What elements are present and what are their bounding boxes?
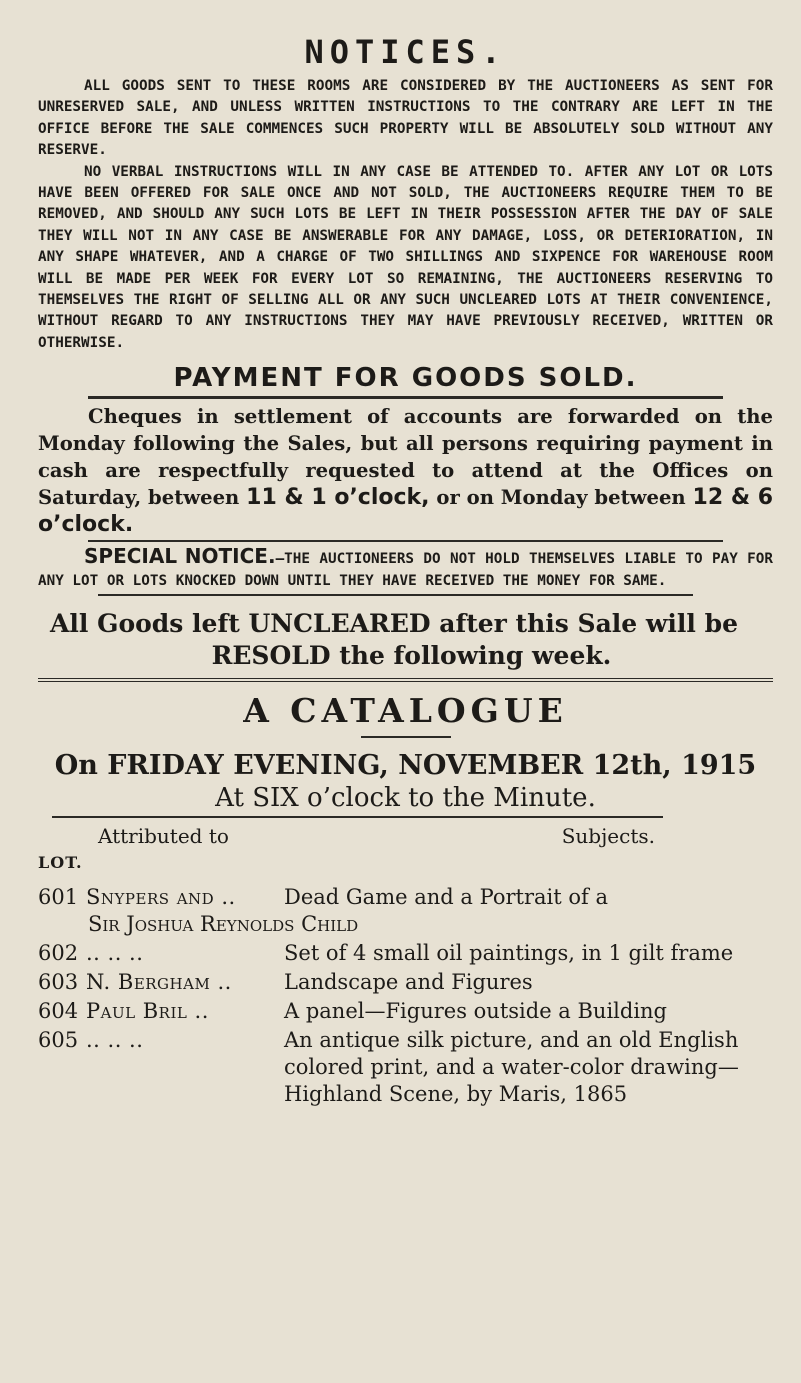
double-divider	[38, 678, 773, 682]
lot-description: A panel—Figures outside a Building	[284, 999, 668, 1024]
lot-artist: Paul Bril ..	[86, 999, 209, 1024]
short-divider	[361, 736, 451, 738]
notice-unreserved: ALL GOODS SENT TO THESE ROOMS ARE CONSIDERED BY THE AUCTIONEERS AS SENT FOR UNRESERVED SALE, AND UNLESS WRITTEN INSTRUCTIONS TO THE CONTRARY ARE LEFT IN THE OFFICE BEFORE THE SALE COMMENCES SUCH PROPERTY WILL BE ABSOLUTELY SOLD WITHOUT ANY RESERVE.	[38, 78, 773, 159]
column-headers	[38, 822, 773, 850]
uncleared-notice	[38, 608, 773, 672]
special-notice-lead: SPECIAL NOTICE.	[84, 544, 276, 569]
cheques-text: Cheques in settlement of accounts are forwarded on the Monday following the Sales, but all persons requiring payment in cash are respectfully requested to attend at the Offices on Saturday, between	[38, 405, 773, 510]
divider	[88, 540, 723, 542]
lot-continuation: Sir Joshua Reynolds Child	[88, 912, 359, 937]
lot-artist: Snypers and ..	[86, 885, 236, 910]
lot-artist: N. Bergham ..	[86, 970, 232, 995]
notice-verbal-instructions: NO VERBAL INSTRUCTIONS WILL IN ANY CASE BE ATTENDED TO. AFTER ANY LOT OR LOTS HAVE BEEN OFFERED FOR SALE ONCE AND NOT SOLD, THE AUCTIONEERS REQUIRE THEM TO BE REMOVED, AND SHOULD ANY SUCH LOTS BE LEFT IN THEIR POSSESSION AFTER THE DAY OF SALE THEY WILL NOT IN ANY CASE BE ANSWERABLE FOR ANY DAMAGE, LOSS, OR DETERIORATION, IN ANY SHAPE WHATEVER, AND A CHARGE OF TWO SHILLINGS AND SIXPENCE FOR WAREHOUSE ROOM WILL BE MADE PER WEEK FOR EVERY LOT SO REMAINING, THE AUCTIONEERS RESERVING TO THEMSELVES THE RIGHT OF SELLING ALL OR ANY SUCH UNCLEARED LOTS AT THEIR CONVENIENCE, WITHOUT REGARD TO ANY INSTRUCTIONS THEY MAY HAVE PREVIOUSLY RECEIVED, WRITTEN OR OTHERWISE.	[38, 163, 773, 351]
page-title: NOTICES.	[304, 33, 507, 71]
uncleared-line: All Goods left UNCLEARED after this Sale will be	[50, 609, 739, 639]
lot-number: 603	[38, 970, 79, 995]
cheques-time-saturday: 11 & 1 o’clock,	[246, 485, 430, 511]
sale-time: At SIX o’clock to the Minute.	[215, 783, 596, 814]
lot-description: Set of 4 small oil paintings, in 1 gilt frame	[284, 941, 734, 966]
special-notice	[38, 546, 773, 592]
lot-header: LOT.	[38, 853, 83, 873]
lot-row	[38, 969, 773, 996]
lot-row	[38, 884, 773, 938]
lot-description: Dead Game and a Portrait of a	[284, 885, 608, 910]
cheques-mid: or on Monday between	[436, 486, 686, 510]
lot-description: An antique silk picture, and an old English colored print, and a water-color drawing—Highland Scene, by Maris, 1865	[284, 1028, 739, 1107]
table-divider	[52, 816, 663, 818]
lot-row	[38, 998, 773, 1025]
attributed-header: Attributed to	[98, 824, 229, 849]
special-notice-text: —THE AUCTIONEERS DO NOT HOLD THEMSELVES LIABLE TO PAY FOR ANY LOT OR LOTS KNOCKED DOWN UNTIL THEY HAVE RECEIVED THE MONEY FOR SAME.	[38, 551, 774, 589]
lot-entry	[86, 884, 773, 938]
divider	[98, 594, 693, 596]
lot-number: 602	[38, 941, 79, 966]
catalogue-title: A CATALOGUE	[243, 691, 568, 731]
lot-list	[38, 884, 773, 1108]
payment-heading: PAYMENT FOR GOODS SOLD.	[173, 363, 638, 394]
sale-date: On FRIDAY EVENING, NOVEMBER 12th, 1915	[54, 750, 757, 782]
subjects-header: Subjects.	[561, 824, 655, 849]
divider	[88, 396, 723, 399]
lot-artist: .. .. ..	[86, 1028, 144, 1053]
lot-number: 604	[38, 999, 79, 1024]
lot-row	[38, 1027, 773, 1108]
lot-number: 601	[38, 885, 79, 910]
lot-artist: .. .. ..	[86, 941, 144, 966]
lot-number: 605	[38, 1028, 79, 1053]
lot-row	[38, 940, 773, 967]
resold-line: RESOLD the following week.	[211, 641, 612, 671]
lot-description: Landscape and Figures	[284, 970, 533, 995]
cheques-time-monday: 12 & 6 o’clock.	[38, 485, 774, 538]
cheques-paragraph	[38, 403, 773, 538]
